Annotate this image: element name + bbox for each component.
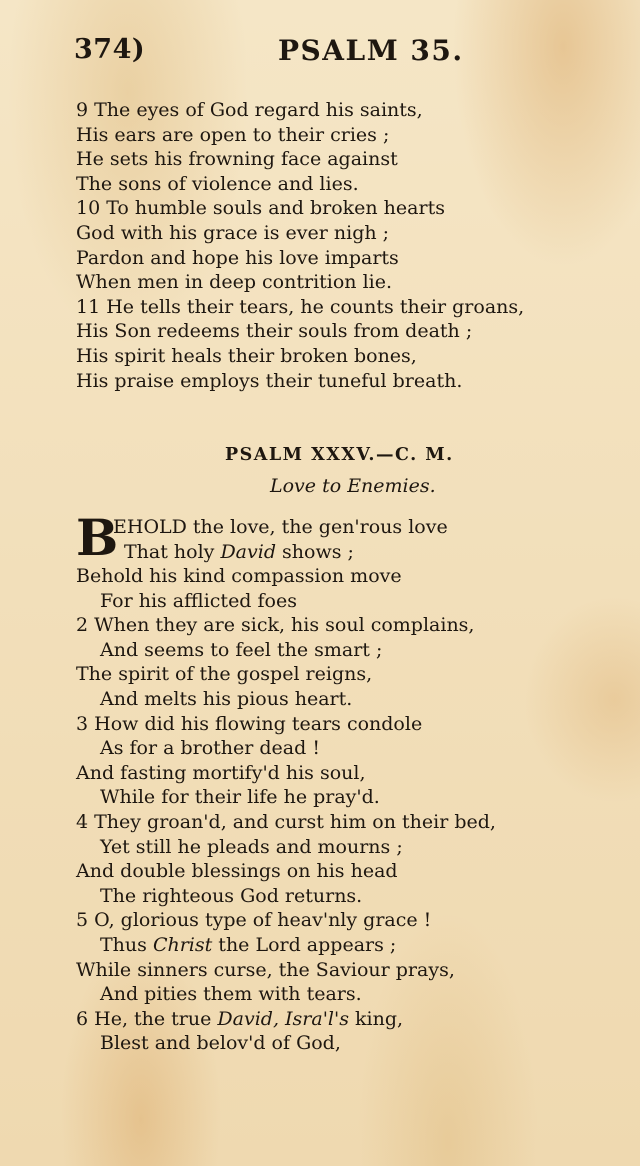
hymn-line: Behold his kind compassion move xyxy=(76,565,402,587)
hymn-line: For his afflicted foes xyxy=(100,589,297,612)
page-number: 374) xyxy=(74,34,146,65)
hymn-line-david xyxy=(76,1007,616,1032)
david-line-italic: David, Isra'l's xyxy=(217,1007,349,1030)
hymn-line: 4 They groan'd, and curst him on their bed, xyxy=(76,810,496,833)
page-header xyxy=(74,34,494,74)
hymn-line: And pities them with tears. xyxy=(100,983,362,1006)
hymn-subtitle: Love to Enemies. xyxy=(270,475,436,497)
hymn-line: Yet still he pleads and mourns ; xyxy=(100,835,403,858)
hymn-title: PSALM XXXV.—C. M. xyxy=(225,445,454,465)
verse-line: His Son redeems their souls from death ; xyxy=(76,320,473,343)
verse-line: His ears are open to their cries ; xyxy=(76,123,390,146)
hymn-line: As for a brother dead ! xyxy=(100,737,320,760)
verse-line: His spirit heals their broken bones, xyxy=(76,344,417,367)
david-line-pre: 6 He, the true xyxy=(76,1007,218,1030)
psalm-verses-block xyxy=(76,98,616,393)
verse-line: 9 The eyes of God regard his saints, xyxy=(76,99,423,121)
hymn-line: And melts his pious heart. xyxy=(100,687,353,710)
hymn-line: 5 O, glorious type of heav'nly grace ! xyxy=(76,909,432,932)
verse-line: The sons of violence and lies. xyxy=(76,172,359,195)
drop-cap: B xyxy=(76,508,119,567)
verse-line: God with his grace is ever nigh ; xyxy=(76,221,390,244)
christ-line-pre: Thus xyxy=(100,933,153,956)
verse-line: When men in deep contrition lie. xyxy=(76,271,393,294)
hymn-line: And seems to feel the smart ; xyxy=(100,638,383,661)
hymn-line: And fasting mortify'd his soul, xyxy=(76,761,366,784)
hymn-line: The spirit of the gospel reigns, xyxy=(76,663,373,686)
running-head: PSALM 35. xyxy=(278,34,464,67)
hymn-line-christ xyxy=(76,933,616,958)
verse-line: Pardon and hope his love imparts xyxy=(76,246,399,269)
opening-line-2-post: shows ; xyxy=(276,540,354,563)
hymn-line: 2 When they are sick, his soul complains, xyxy=(76,614,475,637)
hymn-verses-block xyxy=(76,564,616,1056)
christ-line-post: the Lord appears ; xyxy=(212,933,397,956)
christ-line-italic: Christ xyxy=(152,933,213,956)
hymn-line: While sinners curse, the Saviour prays, xyxy=(76,958,455,981)
opening-line-1: EHOLD the love, the gen'rous love xyxy=(113,516,448,538)
opening-line-2-italic: David xyxy=(220,540,276,563)
verse-line: He sets his frowning face against xyxy=(76,148,398,171)
hymn-line: The righteous God returns. xyxy=(100,884,363,907)
hymn-line: Blest and belov'd of God, xyxy=(100,1032,341,1055)
hymn-line: And double blessings on his head xyxy=(76,860,398,883)
david-line-post: king, xyxy=(348,1007,404,1030)
verse-line: 10 To humble souls and broken hearts xyxy=(76,197,445,220)
opening-line-2 xyxy=(124,540,354,565)
hymn-line: While for their life he pray'd. xyxy=(100,786,380,809)
hymn-line: 3 How did his flowing tears condole xyxy=(76,712,423,735)
opening-line-2-pre: That holy xyxy=(124,540,221,563)
hymn-opening xyxy=(76,508,616,567)
verse-line: 11 He tells their tears, he counts their groans, xyxy=(76,295,525,318)
verse-line: His praise employs their tuneful breath. xyxy=(76,369,463,392)
